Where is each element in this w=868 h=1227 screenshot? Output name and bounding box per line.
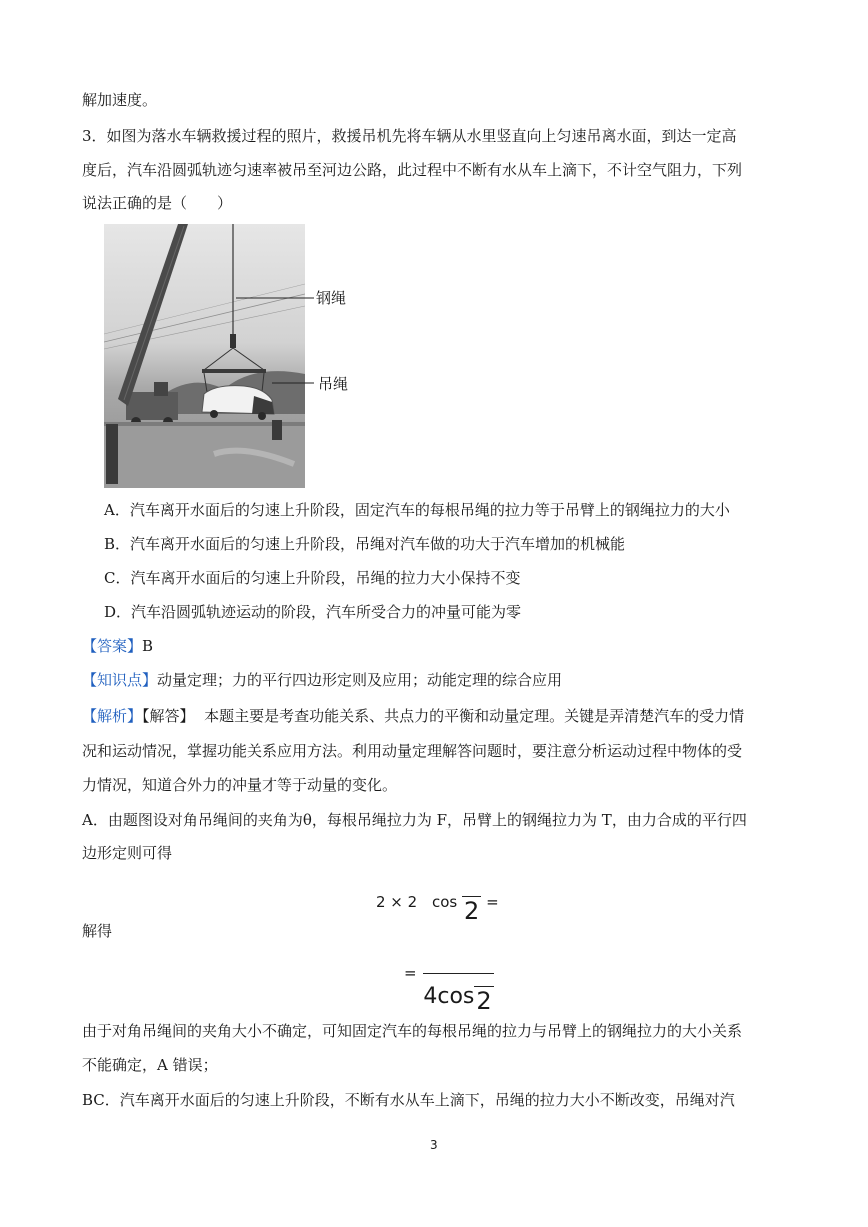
eq2-den-a: 4cos bbox=[423, 984, 475, 1009]
eq2-den-b: 2 bbox=[476, 987, 492, 1015]
eq2-fraction bbox=[423, 973, 493, 1015]
analysis-line: 边形定则可得 bbox=[82, 844, 173, 862]
knowledge-line bbox=[82, 670, 562, 690]
text-line: 解加速度。 bbox=[82, 91, 158, 109]
knowledge-tag: 【知识点】 bbox=[82, 671, 158, 689]
question-line: 度后，汽车沿圆弧轨迹匀速率被吊至河边公路，此过程中不断有水从车上滴下，不计空气阻力，下列 bbox=[82, 161, 743, 179]
question-line: 3．如图为落水车辆救援过程的照片，救援吊机先将车辆从水里竖直向上匀速吊离水面，到达一定高 bbox=[82, 127, 737, 145]
analysis-line: 况和运动情况，掌握功能关系应用方法。利用动量定理解答问题时，要注意分析运动过程中物体的受 bbox=[82, 742, 743, 760]
question-line: 说法正确的是（ ） bbox=[82, 194, 233, 212]
page-number: 3 bbox=[430, 1138, 438, 1152]
knowledge-value: 动量定理；力的平行四边形定则及应用；动能定理的综合应用 bbox=[157, 671, 563, 689]
analysis-text: 本题主要是考查功能关系、共点力的平衡和动量定理。关键是弄清楚汽车的受力情 bbox=[204, 707, 745, 725]
analysis-line: BC．汽车离开水面后的匀速上升阶段，不断有水从车上滴下，吊绳的拉力大小不断改变，吊绳对汽 bbox=[82, 1091, 735, 1109]
analysis-line bbox=[82, 706, 744, 726]
option-a: A．汽车离开水面后的匀速上升阶段，固定汽车的每根吊绳的拉力等于吊臂上的钢绳拉力的大小 bbox=[104, 501, 730, 519]
analysis-tag: 【解析】 bbox=[82, 707, 143, 725]
answer-line bbox=[82, 636, 153, 656]
solution-tag: 【解答】 bbox=[142, 707, 195, 725]
option-d: D．汽车沿圆弧轨迹运动的阶段，汽车所受合力的冲量可能为零 bbox=[104, 603, 522, 621]
equation-2 bbox=[404, 962, 494, 1015]
answer-value: B bbox=[142, 637, 154, 655]
eq2-equals: = bbox=[404, 964, 417, 982]
label-hanging-rope: 吊绳 bbox=[318, 375, 349, 393]
analysis-line: A．由题图设对角吊绳间的夹角为θ，每根吊绳拉力为 F，吊臂上的钢绳拉力为 T，由力合成的平行四 bbox=[82, 811, 747, 829]
analysis-line: 由于对角吊绳间的夹角大小不确定，可知固定汽车的每根吊绳的拉力与吊臂上的钢绳拉力的大小关系 bbox=[82, 1022, 743, 1040]
analysis-line: 解得 bbox=[82, 922, 113, 940]
answer-tag: 【答案】 bbox=[82, 637, 143, 655]
figure-callout-lines bbox=[232, 290, 322, 390]
analysis-line: 不能确定，A 错误； bbox=[82, 1056, 218, 1074]
eq1-cos: cos bbox=[431, 893, 458, 911]
eq1-denominator: 2 bbox=[464, 897, 480, 925]
eq1-left: 2 × 2 bbox=[376, 893, 418, 911]
analysis-line: 力情况，知道合外力的冲量才等于动量的变化。 bbox=[82, 776, 398, 794]
option-b: B．汽车离开水面后的匀速上升阶段，吊绳对汽车做的功大于汽车增加的机械能 bbox=[104, 535, 626, 553]
label-steel-rope: 钢绳 bbox=[316, 289, 347, 307]
eq1-equals: = bbox=[486, 893, 499, 911]
equation-1 bbox=[376, 884, 499, 925]
option-c: C．汽车离开水面后的匀速上升阶段，吊绳的拉力大小保持不变 bbox=[104, 569, 521, 587]
